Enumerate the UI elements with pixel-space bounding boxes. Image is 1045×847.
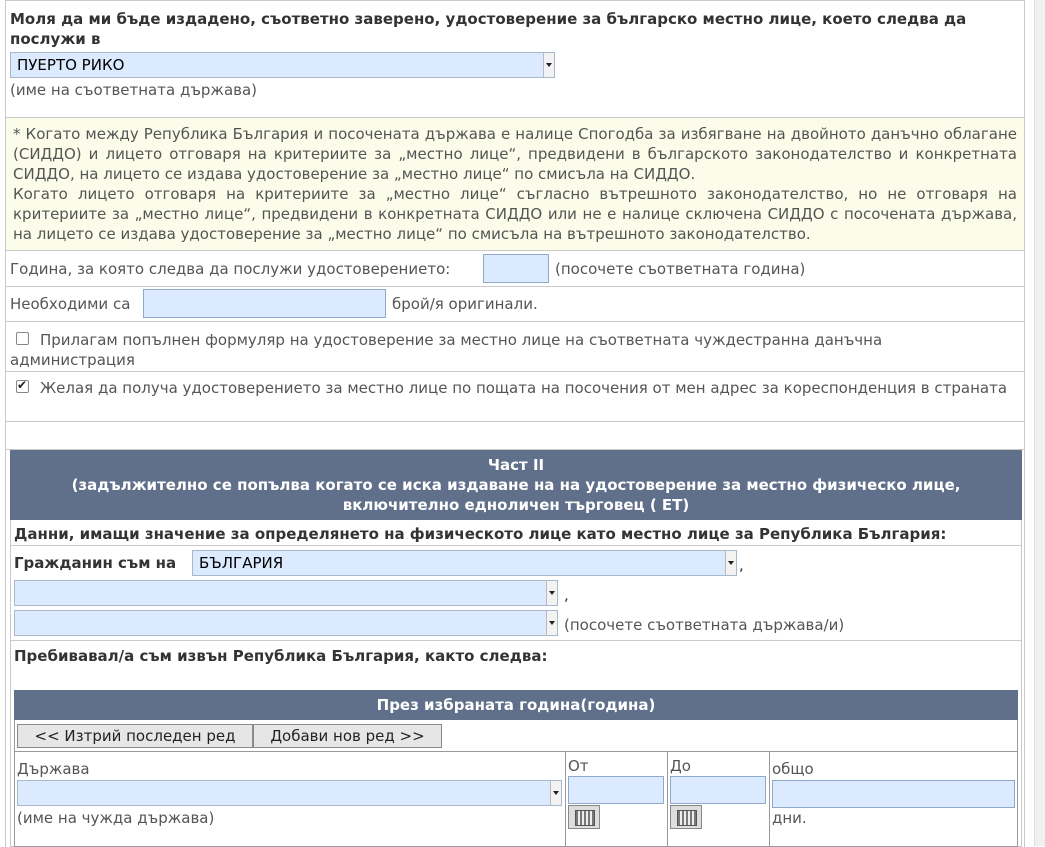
calendar-icon bbox=[575, 810, 595, 826]
part2-title: Част II bbox=[487, 456, 545, 474]
period-country-select[interactable] bbox=[17, 780, 562, 806]
chevron-down-icon bbox=[543, 53, 554, 77]
citizen-select-2[interactable] bbox=[14, 580, 558, 606]
data-heading: Данни, имащи значение за определянето на физическото лице като местно лице за Република България: bbox=[14, 525, 947, 543]
mail-label: Желая да получа удостоверението за местно лице по пощата на посочения от мен адрес за кореспонденция в страната bbox=[40, 379, 1008, 397]
note-paragraph-1: * Когато между Република България и посочената държава е налице Спогодба за избягване на двойното данъчно облагане (СИДДО) и лицето отговаря на критериите за „местно лице“, предвидени в българското законодателство и конкретната СИДДО, на лицето се издава удостоверение за „местно лице“ по смисъла на СИДДО. bbox=[13, 125, 1017, 183]
to-calendar-button[interactable] bbox=[670, 805, 702, 829]
citizen-select-3[interactable] bbox=[14, 610, 558, 636]
originals-label-after: брой/я оригинали. bbox=[392, 295, 538, 313]
period-country-hint: (име на чужда държава) bbox=[17, 809, 215, 827]
part2-header bbox=[10, 450, 1022, 520]
form bbox=[5, 0, 1025, 847]
citizen-divider bbox=[10, 640, 1022, 641]
comma-2: , bbox=[564, 586, 569, 604]
col-from-label: От bbox=[568, 757, 589, 775]
from-date-input[interactable] bbox=[568, 776, 664, 804]
year-hint: (посочете съответната година) bbox=[555, 260, 806, 278]
attach-label: Прилагам попълнен формуляр на удостоверение за местно лице на съответната чуждестранна данъчна администрация bbox=[10, 331, 883, 369]
chevron-down-icon bbox=[546, 611, 557, 635]
citizen-select-1[interactable] bbox=[192, 550, 737, 576]
attach-row bbox=[5, 322, 1025, 372]
part2-section bbox=[5, 450, 1025, 847]
request-section bbox=[5, 0, 1025, 118]
checkmark-icon: ✔ bbox=[17, 378, 28, 392]
year-row bbox=[5, 251, 1025, 287]
year-label: Година, за която следва да послужи удостоверението: bbox=[10, 260, 451, 278]
mail-row bbox=[5, 372, 1025, 422]
spacer-row bbox=[5, 422, 1025, 450]
citizen-select-1-value: БЪЛГАРИЯ bbox=[199, 554, 284, 572]
col-divider-1 bbox=[565, 751, 566, 847]
citizen-label: Гражданин съм на bbox=[14, 554, 177, 572]
delete-last-row-button[interactable]: << Изтрий последен ред bbox=[17, 724, 253, 748]
data-heading-divider bbox=[10, 545, 1022, 546]
to-date-input[interactable] bbox=[670, 776, 766, 804]
col-total-label: общо bbox=[772, 760, 814, 778]
note-paragraph-2: Когато лицето отговаря на критериите за „местно лице“ съгласно вътрешното законодателство, но не отговаря на критериите за „местно лице“, предвидени в конкретната СИДДО или не е налице сключена СИДДО с посочената държава, на лицето се издава удостоверение за „местно лице“ по смисъла на вътрешното законодателство. bbox=[13, 185, 1017, 243]
originals-row bbox=[5, 287, 1025, 322]
originals-input[interactable] bbox=[143, 289, 386, 318]
abroad-heading: Пребивавал/а съм извън Република България, както следва: bbox=[14, 647, 548, 665]
chevron-down-icon bbox=[550, 781, 561, 805]
add-row-button[interactable]: Добави нов ред >> bbox=[253, 724, 442, 748]
country-hint: (име на съответната държава) bbox=[10, 81, 258, 99]
chevron-down-icon bbox=[725, 551, 736, 575]
siddo-note bbox=[5, 118, 1025, 251]
total-days-input[interactable] bbox=[772, 780, 1015, 808]
col-divider-2 bbox=[667, 751, 668, 847]
days-label: дни. bbox=[772, 809, 807, 827]
col-to-label: До bbox=[670, 757, 691, 775]
part2-subtitle: (задължително се попълва когато се иска издаване на на удостоверение за местно физическо лице, включително едноличен търговец ( ЕТ) bbox=[71, 476, 961, 514]
citizen-hint: (посочете съответната държава/и) bbox=[564, 616, 845, 634]
country-select[interactable] bbox=[10, 52, 555, 78]
originals-label-before: Необходими са bbox=[10, 295, 131, 313]
buttons-divider bbox=[14, 751, 1018, 752]
from-calendar-button[interactable] bbox=[568, 805, 600, 829]
comma-1: , bbox=[739, 556, 744, 574]
vertical-scrollbar[interactable] bbox=[1034, 0, 1045, 846]
country-select-value: ПУЕРТО РИКО bbox=[17, 56, 125, 74]
year-input[interactable] bbox=[483, 254, 549, 283]
col-country-label: Държава bbox=[17, 760, 90, 778]
chevron-down-icon bbox=[546, 581, 557, 605]
period-header: През избраната година(година) bbox=[14, 690, 1018, 720]
request-heading: Моля да ми бъде издадено, съответно заверено, удостоверение за българско местно лице, което следва да послужи в bbox=[10, 10, 967, 48]
col-divider-3 bbox=[769, 751, 770, 847]
calendar-icon bbox=[677, 810, 697, 826]
